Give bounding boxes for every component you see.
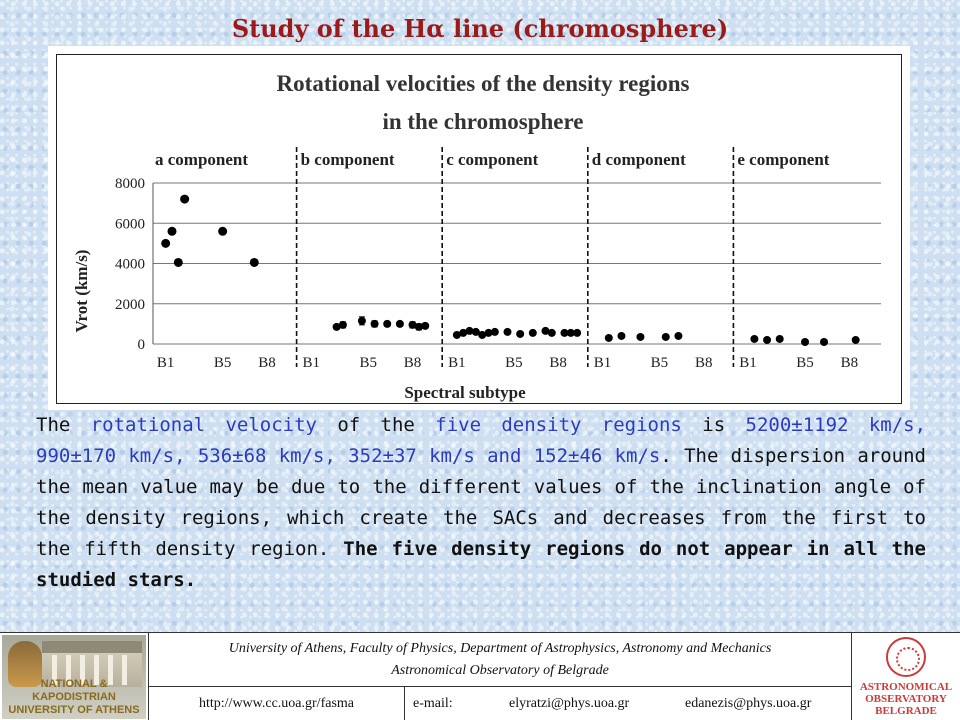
chart-gridlines <box>153 183 881 344</box>
body-text-part: is <box>681 414 746 436</box>
component-label: a component <box>155 150 249 169</box>
university-logo-text: NATIONAL & KAPODISTRIAN UNIVERSITY OF ATHENS <box>8 678 140 716</box>
body-text-part: The <box>36 414 91 436</box>
data-point <box>339 321 347 329</box>
footer-affiliation <box>148 633 852 687</box>
x-tick-label: B8 <box>694 355 713 371</box>
x-tick-label: B8 <box>840 355 859 371</box>
component-label: b component <box>300 150 395 169</box>
data-point <box>421 322 429 330</box>
x-tick-label: B5 <box>650 355 669 371</box>
data-point <box>396 320 404 328</box>
rotational-velocity-chart <box>57 55 903 405</box>
university-of-athens-logo <box>2 635 146 719</box>
chart-figure <box>48 46 910 410</box>
panel-b-component <box>297 147 430 371</box>
footer-url-link[interactable]: http://www.cc.uoa.gr/fasma <box>149 687 405 720</box>
data-point <box>636 333 644 341</box>
x-tick-label: B1 <box>739 355 757 371</box>
data-point <box>491 328 499 336</box>
panel-e-component <box>733 147 859 371</box>
chart-title-line-2: in the chromosphere <box>382 109 584 134</box>
data-point <box>358 317 366 325</box>
x-tick-label: B5 <box>505 355 523 371</box>
slide-title: Study of the Hα line (chromosphere) <box>231 14 729 43</box>
data-point <box>371 320 379 328</box>
y-tick-label: 2000 <box>115 296 145 313</box>
data-point <box>180 195 189 204</box>
data-point <box>617 332 625 340</box>
data-point <box>529 329 537 337</box>
data-point <box>820 338 828 346</box>
x-tick-label: B1 <box>593 355 612 371</box>
highlight-density-regions: five density regions <box>435 414 682 436</box>
footer-contact <box>148 687 852 720</box>
y-axis-label: Vrot (km/s) <box>72 249 91 333</box>
observatory-seal-icon <box>886 637 926 677</box>
data-point <box>516 330 524 338</box>
panel-c-component <box>442 147 581 371</box>
footer-affiliation-line-2: Astronomical Observatory of Belgrade <box>391 663 609 678</box>
y-tick-label: 0 <box>137 337 145 353</box>
x-tick-label: B1 <box>156 355 175 371</box>
belgrade-observatory-logo <box>852 633 960 720</box>
x-tick-label: B8 <box>403 355 422 371</box>
data-point <box>161 239 170 248</box>
data-point <box>504 328 512 336</box>
y-tick-label: 4000 <box>115 256 145 273</box>
component-label: d component <box>591 150 686 169</box>
data-point <box>167 227 176 236</box>
body-text-part: . The dispersion around the mean value may be due to the different values of the inclination angle of the density regions, which create the SACs and decreases from the first to the fifth density region. <box>36 445 926 560</box>
body-text-part: of the <box>316 414 436 436</box>
chart-title-line-1: Rotational velocities of the density regions <box>276 71 690 96</box>
y-tick-label: 6000 <box>115 216 145 233</box>
data-point <box>662 333 670 341</box>
data-point <box>750 335 758 343</box>
observatory-logo-text: ASTRONOMICAL OBSERVATORY BELGRADE <box>859 681 953 717</box>
x-tick-label: B1 <box>448 355 466 371</box>
x-tick-label: B5 <box>796 355 814 371</box>
x-tick-label: B1 <box>302 355 321 371</box>
footer-affiliation-line-1: University of Athens, Faculty of Physics, Department of Astrophysics, Astronomy and Mechanics <box>228 641 772 656</box>
highlight-rotational-velocity: rotational velocity <box>90 414 317 436</box>
x-tick-label: B5 <box>359 355 377 371</box>
x-tick-label: B8 <box>549 355 567 371</box>
x-tick-label: B8 <box>258 355 276 371</box>
email-link-edanezis[interactable]: edanezis@phys.uoa.gr <box>685 696 812 711</box>
data-point <box>776 335 784 343</box>
data-point <box>218 227 227 236</box>
body-bold-conclusion: The five density regions do not appear in all the studied stars. <box>36 538 926 591</box>
footer-email-block <box>407 687 853 720</box>
data-point <box>383 320 391 328</box>
component-label: c component <box>446 150 539 169</box>
chart-panels <box>155 147 860 371</box>
data-point <box>763 336 771 344</box>
x-axis-label: Spectral subtype <box>404 383 526 402</box>
data-point <box>605 334 613 342</box>
data-point <box>174 258 183 267</box>
body-paragraph <box>36 410 926 596</box>
data-point <box>573 329 581 337</box>
data-point <box>250 258 259 267</box>
data-point <box>674 332 682 340</box>
y-tick-label: 8000 <box>115 176 145 192</box>
highlight-velocity-values: 5200±1192 km/s, 990±170 km/s, 536±68 km/s, 352±37 km/s and 152±46 km/s <box>36 414 927 467</box>
data-point <box>801 338 809 346</box>
footer <box>0 632 960 720</box>
chart-frame <box>56 54 902 404</box>
email-label: e-mail: <box>413 696 453 711</box>
component-label: e component <box>737 150 830 169</box>
x-tick-label: B5 <box>213 355 232 371</box>
panel-d-component <box>588 147 713 371</box>
email-link-elyratzi[interactable]: elyratzi@phys.uoa.gr <box>509 696 630 711</box>
y-axis-ticks <box>115 176 145 353</box>
data-point <box>548 329 556 337</box>
data-point <box>852 336 860 344</box>
